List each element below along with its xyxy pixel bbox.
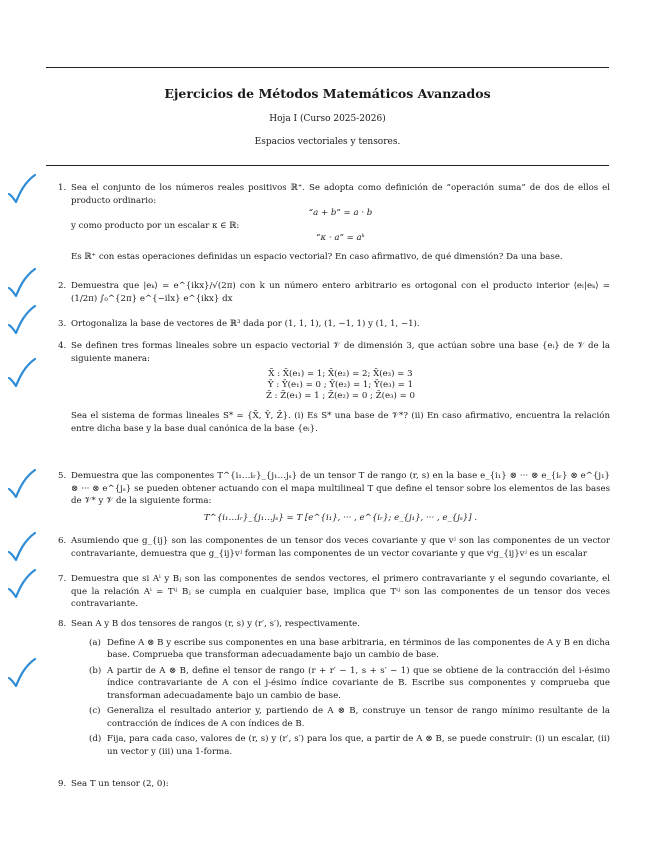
exercise-2	[58, 280, 610, 305]
sub-item-list	[89, 637, 610, 759]
header-bottom-rule	[46, 165, 609, 166]
linear-forms-system	[71, 369, 610, 402]
check-mark-icon	[5, 356, 41, 390]
form-x-definition: X̄ : X̄(e₁) = 1; X̄(e₂) = 2; X̄(e₃) = 3	[268, 369, 413, 379]
sub-item-label: (b)	[89, 665, 102, 676]
sheet-subtitle: Hoja I (Curso 2025-2026)	[269, 114, 386, 124]
exercise-9	[58, 778, 610, 791]
exercise-text: y como producto por un escalar κ ∈ ℝ:	[71, 220, 240, 231]
exercise-4	[58, 340, 610, 435]
exercise-text: Asumiendo que g_{ij} son las componentes de un tensor dos veces covariante y que vʲ son las componentes de un vector contravariante, demuestra que g_{ij}vʲ forman las componentes de un vector covariante y que vⁱg_{ij}vʲ es un escalar	[71, 536, 610, 559]
exercise-8	[58, 618, 610, 761]
exercise-3	[58, 318, 610, 331]
exercise-text: Sean A y B dos tensores de rangos (r, s) y (r′, s′), respectivamente.	[71, 619, 360, 629]
exercise-text: Sea T un tensor (2, 0):	[71, 779, 169, 789]
sub-item-d	[89, 733, 610, 758]
exercise-number: 5.	[58, 471, 67, 481]
exercise-6	[58, 535, 610, 560]
form-z-definition: Z̄ : Z̄(e₁) = 1 ; Z̄(e₂) = 0 ; Z̄(e₃) = 0	[265, 391, 416, 401]
sub-item-text: Generaliza el resultado anterior y, partiendo de A ⊗ B, construye un tensor de rango mínimo resultante de la contracción de índices de A con índices de B.	[107, 706, 610, 729]
top-rule	[46, 67, 609, 68]
topic-subtitle: Espacios vectoriales y tensores.	[254, 137, 401, 147]
exercise-text: Demuestra que las componentes T^{i₁…iᵣ}_{j₁…jₛ} de un tensor T de rango (r, s) en la base e_{i₁} ⊗ ··· ⊗ e_{iᵣ} ⊗ e^{j₁} ⊗ ··· ⊗ e^{jₛ} se pueden obtener actuando con el mapa multilineal T que define el tensor sobre los elementos de las bases de 𝒱* y 𝒱 de la siguiente forma:	[71, 471, 610, 506]
check-mark-icon	[5, 467, 41, 501]
exercise-text: Demuestra que |eₖ⟩ = e^{ikx}/√(2π) con k un número entero arbitrario es ortogonal con el producto interior ⟨eₗ|eₖ⟩ = (1/2π) ∫₀^{2π} e^{−ilx} e^{ikx} dx	[71, 281, 610, 304]
sub-item-text: Fija, para cada caso, valores de (r, s) y (r′, s′) para los que, a partir de A ⊗ B, se puede construir: (i) un escalar, (ii) un vector y (iii) una 1-forma.	[107, 734, 610, 757]
sub-item-a	[89, 637, 610, 662]
exercise-number: 9.	[58, 779, 67, 789]
formula: T^{i₁…iᵣ}_{j₁…jₛ} = T [e^{i₁}, ··· , e^{iᵣ}; e_{j₁}, ··· , e_{jₛ}] .	[203, 512, 478, 523]
sub-item-text: A partir de A ⊗ B, define el tensor de rango (r + r′ − 1, s + s′ − 1) que se obtiene de la contracción del i-ésimo índice contravariante de A con el j-ésimo índice covariante de B. Escribe sus componentes y comprueba que transforman adecuadamente bajo un cambio de base.	[107, 665, 610, 701]
check-mark-icon	[5, 567, 41, 601]
exercise-1	[58, 182, 610, 263]
sub-item-text: Define A ⊗ B y escribe sus componentes en una base arbitraria, en términos de las componentes de A y B en dicha base. Comprueba que transforman adecuadamente bajo un cambio de base.	[107, 637, 610, 660]
sub-item-label: (d)	[89, 734, 102, 744]
check-mark-icon	[5, 656, 41, 690]
exercise-number: 4.	[58, 341, 67, 351]
exercise-number: 6.	[58, 536, 67, 546]
check-mark-icon	[5, 530, 41, 564]
exercise-number: 7.	[58, 574, 67, 584]
sub-item-c	[89, 705, 610, 730]
exercise-5	[58, 470, 610, 524]
exercise-number: 8.	[58, 619, 67, 629]
exercise-text: Es ℝ⁺ con estas operaciones definidas un espacio vectorial? En caso afirmativo, de qué dimensión? Da una base.	[71, 251, 563, 262]
exercise-text: Demuestra que si Aⁱ y Bⱼ son las componentes de sendos vectores, el primero contravariante y el segundo covariante, el que la relación Aⁱ = Tⁱʲ Bⱼ se cumpla en cualquier base, implica que Tⁱʲ son las componentes de un tensor dos veces contravariante.	[71, 574, 610, 609]
formula: “a + b” = a · b	[308, 208, 373, 218]
page-title: Ejercicios de Métodos Matemáticos Avanzados	[164, 86, 491, 101]
exercise-7	[58, 573, 610, 611]
sub-item-label: (c)	[89, 706, 101, 716]
exercise-number: 2.	[58, 281, 67, 291]
exercise-text: Ortogonaliza la base de vectores de ℝ³ dada por (1, 1, 1), (1, −1, 1) y (1, 1, −1).	[71, 319, 420, 329]
check-mark-icon	[5, 172, 41, 206]
exercise-number: 1.	[58, 183, 67, 193]
check-mark-icon	[5, 303, 41, 337]
sub-item-b	[89, 665, 610, 703]
form-y-definition: Ȳ : Ȳ(e₁) = 0 ; Ȳ(e₂) = 1; Ȳ(e₃) = 1	[267, 380, 414, 390]
exercise-text: Se definen tres formas lineales sobre un espacio vectorial 𝒱 de dimensión 3, que actúan sobre una base {eᵢ} de 𝒱 de la siguiente manera:	[71, 341, 610, 364]
formula: “κ · a” = aᵏ	[316, 233, 365, 243]
check-mark-icon	[5, 266, 41, 300]
exercise-text: Sea el conjunto de los números reales positivos ℝ⁺. Se adopta como definición de “operación suma” de dos de ellos el producto ordinario:	[71, 183, 610, 206]
exercise-number: 3.	[58, 319, 67, 329]
exercise-text: Sea el sistema de formas lineales S* = {X̄, Ȳ, Z̄}. (i) Es S* una base de 𝒱*? (ii) En caso afirmativo, encuentra la relación entre dicha base y la base dual canónica de la base {eᵢ}.	[71, 411, 610, 434]
sub-item-label: (a)	[89, 637, 101, 648]
